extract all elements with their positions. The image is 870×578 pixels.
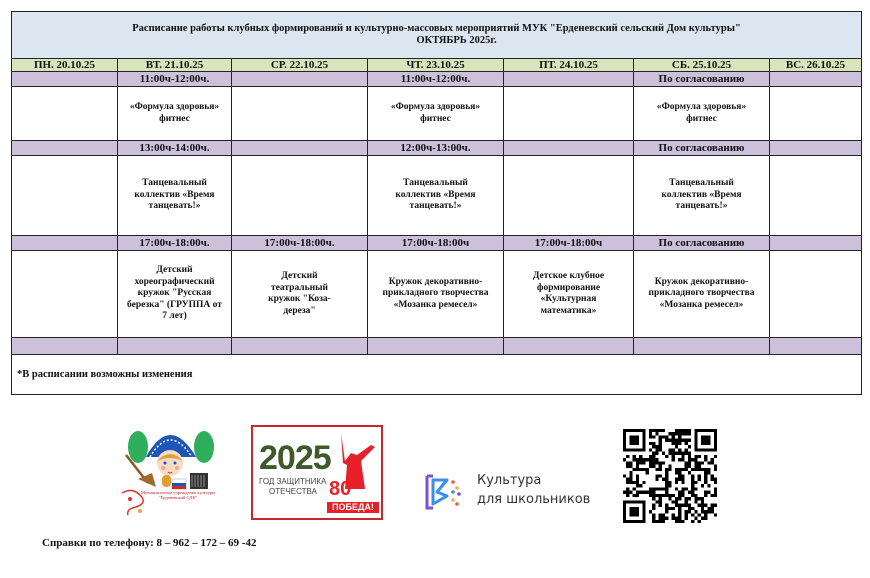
logos-row <box>0 415 870 530</box>
dk-logo-text: Муниципальное учреждение культуры "Ерденевский СДК" <box>140 490 216 500</box>
time-cell <box>232 72 368 87</box>
culture-for-schoolchildren-logo <box>423 470 608 515</box>
event-cell: Детский хореографический кружок "Русская березка" (ГРУППА от 7 лет) <box>118 251 232 338</box>
time-cell <box>770 72 862 87</box>
time-cell: 13:00ч-14:00ч. <box>118 141 232 156</box>
event-cell <box>770 251 862 338</box>
time-cell <box>504 72 634 87</box>
qr-code[interactable] <box>623 429 717 523</box>
event-cell: Танцевальный коллектив «Время танцевать!» <box>118 156 232 236</box>
time-cell: 17:00ч-18:00ч <box>504 236 634 251</box>
schedule-table <box>11 11 862 395</box>
empty-row <box>12 338 862 355</box>
time-cell <box>770 236 862 251</box>
year-text: 2025 <box>259 439 331 477</box>
schedule-title <box>12 12 862 59</box>
time-cell: По согласованию <box>634 72 770 87</box>
day-sat: СБ. 25.10.25 <box>634 59 770 72</box>
time-cell <box>770 141 862 156</box>
day-fri: ПТ. 24.10.25 <box>504 59 634 72</box>
event-row-1 <box>12 87 862 141</box>
time-cell: 11:00ч-12:00ч. <box>368 72 504 87</box>
day-tue: ВТ. 21.10.25 <box>118 59 232 72</box>
event-cell <box>12 87 118 141</box>
event-cell <box>770 156 862 236</box>
year-line-2: ОТЕЧЕСТВА <box>269 487 317 496</box>
time-cell: 11:00ч-12:00ч. <box>118 72 232 87</box>
time-cell <box>504 141 634 156</box>
event-cell: Кружок декоративно-прикладного творчества «Мозанка ремесел» <box>634 251 770 338</box>
event-cell <box>770 87 862 141</box>
day-wed: СР. 22.10.25 <box>232 59 368 72</box>
event-cell: Детский театральный кружок "Коза-дереза" <box>232 251 368 338</box>
event-cell <box>504 156 634 236</box>
title-line-1: Расписание работы клубных формирований и культурно-массовых мероприятий МУК "Ерденевский сельский Дом культуры" <box>132 23 741 34</box>
time-cell: 17:00ч-18:00ч. <box>232 236 368 251</box>
time-cell: 12:00ч-13:00ч. <box>368 141 504 156</box>
title-line-2: ОКТЯБРЬ 2025г. <box>416 35 497 46</box>
day-header-row <box>12 59 862 72</box>
time-cell: По согласованию <box>634 236 770 251</box>
time-row-1 <box>12 72 862 87</box>
time-cell <box>232 141 368 156</box>
event-cell <box>12 156 118 236</box>
event-cell: «Формула здоровья» фитнес <box>118 87 232 141</box>
contact-phone: Справки по телефону: 8 – 962 – 172 – 69 -42 <box>42 537 257 549</box>
event-cell: Танцевальный коллектив «Время танцевать!» <box>634 156 770 236</box>
day-thu: ЧТ. 23.10.25 <box>368 59 504 72</box>
time-cell <box>12 72 118 87</box>
time-cell <box>12 141 118 156</box>
event-cell: «Формула здоровья» фитнес <box>634 87 770 141</box>
defender-year-logo <box>251 425 383 520</box>
dk-logo <box>118 417 223 522</box>
time-cell: 17:00ч-18:00ч. <box>118 236 232 251</box>
victory-text: ПОБЕДА! <box>327 502 379 513</box>
time-cell: По согласованию <box>634 141 770 156</box>
event-cell: Кружок декоративно-прикладного творчества «Мозанка ремесел» <box>368 251 504 338</box>
event-row-2 <box>12 156 862 236</box>
day-sun: ВС. 26.10.25 <box>770 59 862 72</box>
event-cell: Танцевальный коллектив «Время танцевать!» <box>368 156 504 236</box>
event-cell: Детское клубное формирование «Культурная математика» <box>504 251 634 338</box>
eighty-text: 80 <box>329 478 352 500</box>
event-cell: «Формула здоровья» фитнес <box>368 87 504 141</box>
time-cell <box>12 236 118 251</box>
culture-line-1: Культура <box>477 473 542 488</box>
culture-line-2: для школьников <box>477 492 591 507</box>
event-row-3 <box>12 251 862 338</box>
year-line-1: ГОД ЗАЩИТНИКА <box>259 477 327 486</box>
event-cell <box>232 87 368 141</box>
culture-k-icon <box>423 472 467 512</box>
time-row-3 <box>12 236 862 251</box>
event-cell <box>12 251 118 338</box>
time-row-2 <box>12 141 862 156</box>
time-cell: 17:00ч-18:00ч <box>368 236 504 251</box>
event-cell <box>232 156 368 236</box>
schedule-note: *В расписании возможны изменения <box>12 355 862 395</box>
day-mon: ПН. 20.10.25 <box>12 59 118 72</box>
event-cell <box>504 87 634 141</box>
